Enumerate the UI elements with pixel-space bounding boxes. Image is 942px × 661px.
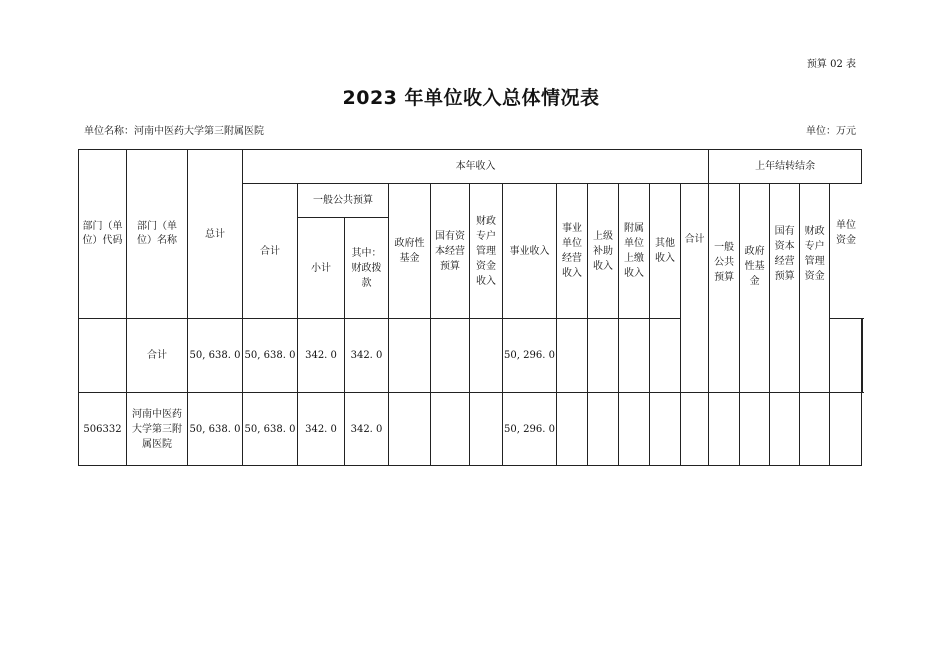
cell-py-special (800, 393, 830, 466)
cell-business-income: 50, 296. 0 (503, 319, 557, 393)
header-name: 部门（单位）名称 (127, 150, 188, 319)
header-py-gov-fund: 政府性基金 (740, 184, 770, 393)
cell-gov-fund (389, 393, 431, 466)
cell-total: 50, 638. 0 (188, 319, 243, 393)
cell-name: 河南中医药大学第三附属医院 (127, 393, 188, 466)
cell-other-income (650, 319, 681, 393)
header-py-unit: 单位资金 (836, 220, 856, 246)
table-row (79, 393, 863, 466)
header-py-total: 合计 (681, 184, 709, 393)
header-gov-fund: 政府性基金 (389, 184, 431, 319)
header-current-year-income: 本年收入 (243, 150, 709, 184)
cell-py-unit (830, 393, 862, 466)
header-gb-subtotal: 小计 (298, 218, 345, 319)
header-general-budget: 一般公共预算 (298, 184, 389, 218)
header-state-capital: 国有资本经营预算 (431, 184, 470, 319)
page-title: 2023 年单位收入总体情况表 (342, 87, 600, 109)
header-py-general: 一般公共预算 (709, 184, 740, 393)
header-code: 部门（单位）代码 (79, 150, 127, 319)
cell-code: 506332 (79, 393, 127, 466)
cell-py-general (709, 393, 740, 466)
cell-py-total (830, 319, 862, 393)
cell-operating-income (557, 393, 588, 466)
income-summary-table (78, 149, 863, 466)
header-other-income: 其他收入 (650, 184, 681, 319)
cell-py-state-capital (770, 393, 800, 466)
header-py-state-capital: 国有资本经营预算 (770, 184, 800, 393)
cell-other-income (650, 393, 681, 466)
header-prev-year-carryover: 上年结转结余 (709, 150, 862, 184)
cell-gov-fund (389, 319, 431, 393)
cell-special-fund (470, 393, 503, 466)
header-cy-total: 合计 (243, 184, 298, 319)
cell-cy-total: 50, 638. 0 (243, 319, 298, 393)
cell-business-income: 50, 296. 0 (503, 393, 557, 466)
cell-gb-fiscal: 342. 0 (345, 319, 389, 393)
header-py-special: 财政专户管理资金 (800, 184, 830, 393)
cell-name: 合计 (127, 319, 188, 393)
cell-code (79, 319, 127, 393)
header-affiliated-income: 附属单位上缴收入 (619, 184, 650, 319)
cell-affiliated-income (619, 319, 650, 393)
cell-special-fund (470, 319, 503, 393)
cell-state-capital (431, 393, 470, 466)
header-gb-fiscal: 其中：财政拨款 (345, 218, 389, 319)
cell-gb-subtotal: 342. 0 (298, 319, 345, 393)
cell-gb-fiscal: 342. 0 (345, 393, 389, 466)
header-special-fund: 财政专户管理资金收入 (470, 184, 503, 319)
cell-affiliated-income (619, 393, 650, 466)
cell-superior-subsidy (588, 393, 619, 466)
cell-total: 50, 638. 0 (188, 393, 243, 466)
cell-py-total (681, 393, 709, 466)
cell-state-capital (431, 319, 470, 393)
cell-cy-total: 50, 638. 0 (243, 393, 298, 466)
cell-gb-subtotal: 342. 0 (298, 393, 345, 466)
header-operating-income: 事业单位经营收入 (557, 184, 588, 319)
cell-operating-income (557, 319, 588, 393)
form-number: 预算 02 表 (806, 59, 856, 70)
currency-unit-label: 单位：万元 (806, 126, 856, 137)
header-row-1 (79, 150, 863, 184)
cell-py-gov-fund (740, 393, 770, 466)
header-business-income: 事业收入 (503, 184, 557, 319)
header-superior-subsidy: 上级补助收入 (588, 184, 619, 319)
unit-name-label: 单位名称：河南中医药大学第三附属医院 (84, 126, 264, 137)
cell-superior-subsidy (588, 319, 619, 393)
header-total: 总计 (188, 150, 243, 319)
